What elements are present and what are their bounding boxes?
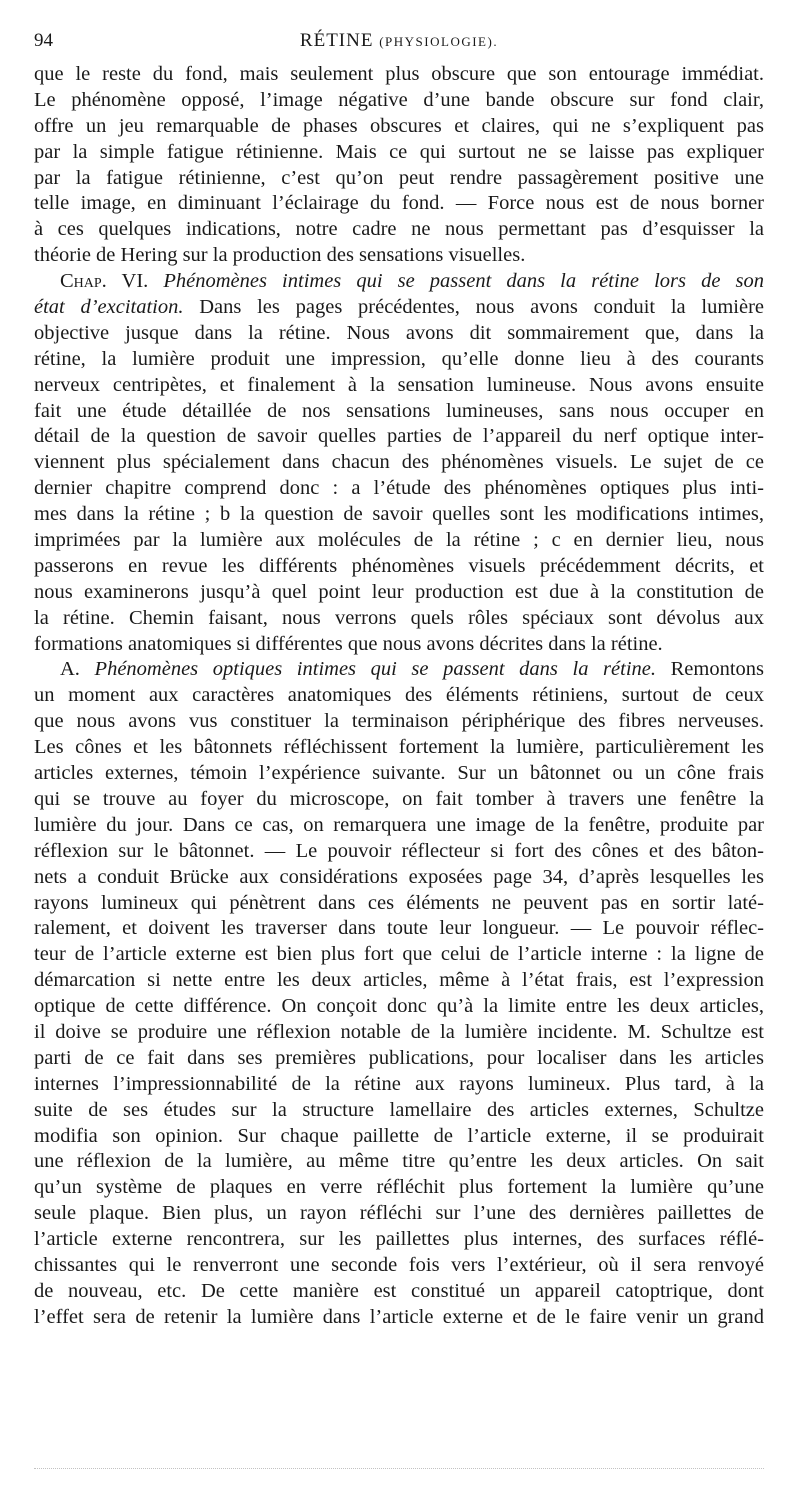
text-line: que le reste du fond, mais seulement plus obscure que son entourage immédiat. — [34, 63, 764, 85]
text-line: imprimées par la lumière aux molécules de la rétine ; c en dernier lieu, nous — [34, 529, 764, 552]
chapter-heading-line — [34, 269, 764, 295]
chapter-text: Dans les pages précédentes, nous avons conduit la lumière — [199, 296, 764, 319]
text-line: lumière du jour. Dans ce cas, on remarquera une image de la fenêtre, produite par — [34, 813, 764, 836]
text-line: formations anatomiques si différentes que nous avons décrites dans la rétine. — [34, 632, 663, 655]
chapter-label: Chap. VI. — [60, 270, 149, 293]
text-line: suite de ses études sur la structure lamellaire des articles externes, Schultze — [34, 1098, 764, 1121]
text-line: que nous avons vus constituer la terminaison périphérique des fibres nerveuses. — [34, 710, 764, 733]
text-line: Le phénomène opposé, l’image négative d’une bande obscure sur fond clair, — [34, 88, 764, 111]
text-line: théorie de Hering sur la production des sensations visuelles. — [34, 244, 526, 267]
body-text — [34, 62, 764, 1331]
text-line: ralement, et doivent les traverser dans toute leur longueur. — Le pouvoir réflec- — [34, 917, 764, 940]
text-line: articles externes, témoin l’expérience suivante. Sur un bâtonnet ou un cône frais — [34, 762, 764, 785]
text-line: seule plaque. Bien plus, un rayon réfléchi sur l’une des dernières paillettes de — [34, 1202, 764, 1225]
text-line: teur de l’article externe est bien plus fort que celui de l’article interne : la ligne de — [34, 943, 764, 966]
text-line: telle image, en diminuant l’éclairage du fond. — Force nous est de nous borner — [34, 192, 764, 215]
text-line: rayons lumineux qui pénètrent dans ces éléments ne peuvent pas en sortir laté- — [34, 891, 764, 914]
text-line: nerveux centripètes, et finalement à la sensation lumineuse. Nous avons ensuite — [34, 373, 764, 396]
text-line: qu’un système de plaques en verre réfléchit plus fortement la lumière qu’une — [34, 1176, 764, 1199]
chapter-title-end: état d’excitation. — [34, 296, 184, 319]
text-line: modifia son opinion. Sur chaque paillette de l’article externe, il se produirait — [34, 1124, 764, 1147]
text-line: une réflexion de la lumière, au même titre qu’entre les deux articles. On sait — [34, 1150, 764, 1173]
text-line: il doive se produire une réflexion notable de la lumière incidente. M. Schultze est — [34, 1020, 764, 1043]
text-line: un moment aux caractères anatomiques des éléments rétiniens, surtout de ceux — [34, 684, 764, 707]
text-line: dernier chapitre comprend donc : a l’étude des phénomènes optiques plus inti- — [34, 477, 764, 500]
text-line: optique de cette différence. On conçoit donc qu’à la limite entre les deux articles, — [34, 995, 764, 1018]
section-label: A. — [60, 658, 80, 681]
section-text: Remontons — [670, 658, 764, 681]
running-title — [34, 30, 764, 52]
text-line: par la simple fatigue rétinienne. Mais ce qui surtout ne se laisse pas expliquer — [34, 140, 764, 163]
text-line: rétine, la lumière produit une impression, qu’elle donne lieu à des courants — [34, 347, 764, 370]
section-title: Phénomènes optiques intimes qui se passent dans la rétine. — [94, 658, 656, 681]
text-line: nous examinerons jusqu’à quel point leur production est due à la constitution de — [34, 580, 764, 603]
text-line: mes dans la rétine ; b la question de savoir quelles sont les modifications intimes, — [34, 503, 764, 526]
text-line: à ces quelques indications, notre cadre ne nous permettant pas d’esquisser la — [34, 218, 764, 241]
text-line: fait une étude détaillée de nos sensations lumineuses, sans nous occuper en — [34, 399, 764, 422]
text-line: internes l’impressionnabilité de la rétine aux rayons lumineux. Plus tard, à la — [34, 1072, 764, 1095]
text-line: Les cônes et les bâtonnets réfléchissent fortement la lumière, particulièrement les — [34, 736, 764, 759]
text-line: qui se trouve au foyer du microscope, on fait tomber à travers une fenêtre la — [34, 787, 764, 810]
text-line: réflexion sur le bâtonnet. — Le pouvoir réflecteur si fort des cônes et des bâton- — [34, 839, 764, 862]
footer-dotted-rule — [34, 1468, 764, 1471]
section-heading-line — [34, 657, 764, 683]
text-line: l’effet sera de retenir la lumière dans l’article externe et de le faire venir un grand — [34, 1305, 764, 1328]
text-line: détail de la question de savoir quelles parties de l’appareil du nerf optique inter- — [34, 425, 764, 448]
running-title-main: RÉTINE — [299, 30, 374, 51]
page-number: 94 — [34, 30, 53, 51]
text-line: par la fatigue rétinienne, c’est qu’on peut rendre passagèrement positive une — [34, 166, 764, 189]
text-line: parti de ce fait dans ses premières publications, pour localiser dans les articles — [34, 1046, 764, 1069]
text-line: nets a conduit Brücke aux considérations exposées page 34, d’après lesquelles les — [34, 865, 764, 888]
text-line: démarcation si nette entre les deux articles, même à l’état frais, est l’expression — [34, 969, 764, 992]
running-header — [34, 30, 764, 56]
text-line: chissantes qui le renverront une seconde fois vers l’extérieur, où il sera renvoyé — [34, 1253, 764, 1276]
text-line: de nouveau, etc. De cette manière est constitué un appareil catoptrique, dont — [34, 1279, 764, 1302]
running-title-sub: (PHYSIOLOGIE). — [379, 34, 499, 49]
chapter-title: Phénomènes intimes qui se passent dans la rétine lors de son — [163, 270, 764, 293]
text-line: l’article externe rencontrera, sur les paillettes plus internes, des surfaces réflé- — [34, 1228, 764, 1251]
text-line: passerons en revue les différents phénomènes visuels précédemment décrits, et — [34, 554, 764, 577]
text-line: offre un jeu remarquable de phases obscures et claires, qui ne s’expliquent pas — [34, 114, 764, 137]
text-line: objective jusque dans la rétine. Nous avons dit sommairement que, dans la — [34, 321, 764, 344]
chapter-heading-line — [34, 295, 764, 321]
text-line: viennent plus spécialement dans chacun des phénomènes visuels. Le sujet de ce — [34, 451, 764, 474]
text-line: la rétine. Chemin faisant, nous verrons quels rôles spéciaux sont dévolus aux — [34, 606, 764, 629]
